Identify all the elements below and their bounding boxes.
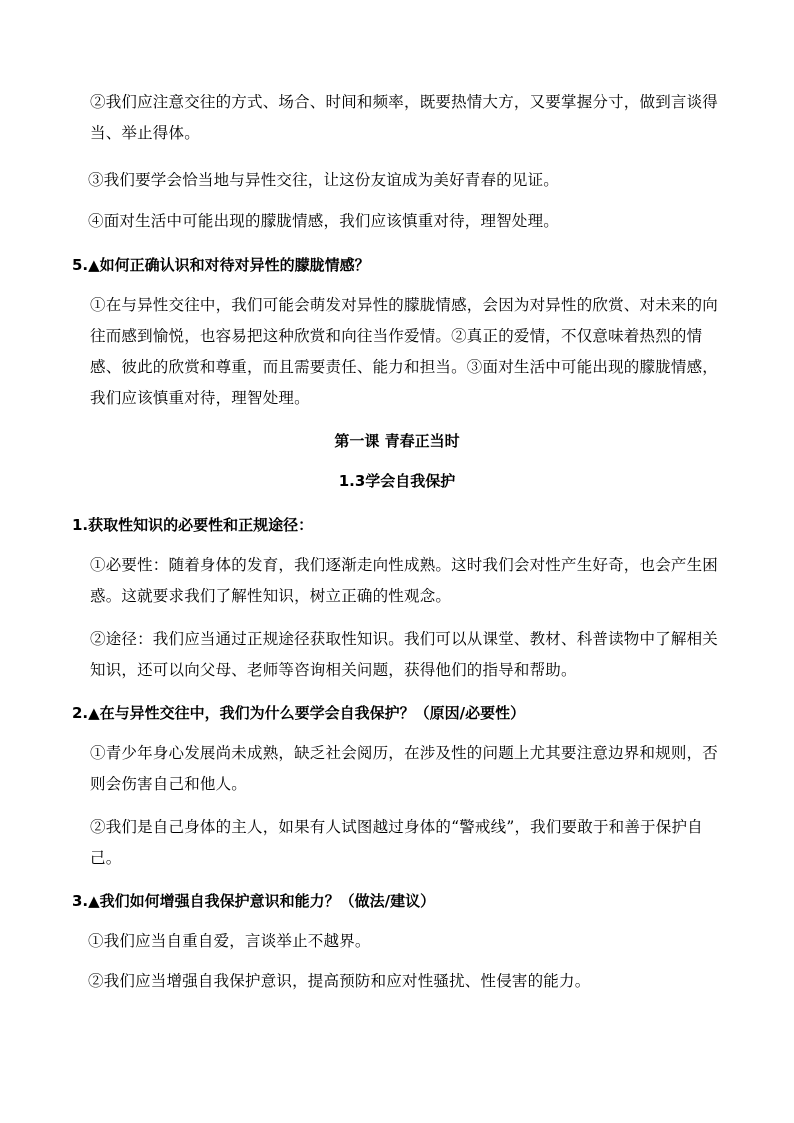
paragraph-point-4: ④面对生活中可能出现的朦胧情感，我们应该慎重对待，理智处理。 xyxy=(88,212,560,230)
question-1-heading: 1.获取性知识的必要性和正规途径： xyxy=(72,516,314,534)
paragraph-point-3: ③我们要学会恰当地与异性交往，让这份友谊成为美好青春的见证。 xyxy=(88,171,560,189)
question-2-answer-1: ①青少年身心发展尚未成熟，缺乏社会阅历，在涉及性的问题上尤其要注意边界和规则，否则会伤害自己和他人。 xyxy=(90,744,719,793)
paragraph-point-2: ②我们应注意交往的方式、场合、时间和频率，既要热情大方，又要掌握分寸，做到言谈得当、举止得体。 xyxy=(90,93,719,142)
section-title: 1.3学会自我保护 xyxy=(338,472,456,490)
question-1-answer-necessity: ①必要性：随着身体的发育，我们逐渐走向性成熟。这时我们会对性产生好奇，也会产生困惑。这就要求我们了解性知识，树立正确的性观念。 xyxy=(90,556,719,605)
question-2-heading: 2.▲在与异性交往中，我们为什么要学会自我保护？（原因/必要性） xyxy=(72,704,526,722)
lesson-title: 第一课 青春正当时 xyxy=(334,432,460,450)
question-2-answer-2: ②我们是自己身体的主人，如果有人试图越过身体的“警戒线”，我们要敢于和善于保护自己。 xyxy=(90,818,703,867)
question-5-heading: 5.▲如何正确认识和对待对异性的朦胧情感？ xyxy=(72,256,370,274)
question-5-answer: ①在与异性交往中，我们可能会萌发对异性的朦胧情感，会因为对异性的欣赏、对未来的向往而感到愉悦，也容易把这种欣赏和向往当作爱情。②真正的爱情，不仅意味着热烈的情感、彼此的欣赏和尊重，而且需要责任、能力和担当。③面对生活中可能出现的朦胧情感，我们应该慎重对待，理智处理。 xyxy=(90,296,719,407)
question-3-answer-1: ①我们应当自重自爱，言谈举止不越界。 xyxy=(88,932,371,950)
question-3-heading: 3.▲我们如何增强自我保护意识和能力？（做法/建议） xyxy=(72,892,436,910)
question-1-answer-channels: ②途径：我们应当通过正规途径获取性知识。我们可以从课堂、教材、科普读物中了解相关知识，还可以向父母、老师等咨询相关问题，获得他们的指导和帮助。 xyxy=(90,630,719,679)
question-3-answer-2: ②我们应当增强自我保护意识，提高预防和应对性骚扰、性侵害的能力。 xyxy=(88,972,591,990)
